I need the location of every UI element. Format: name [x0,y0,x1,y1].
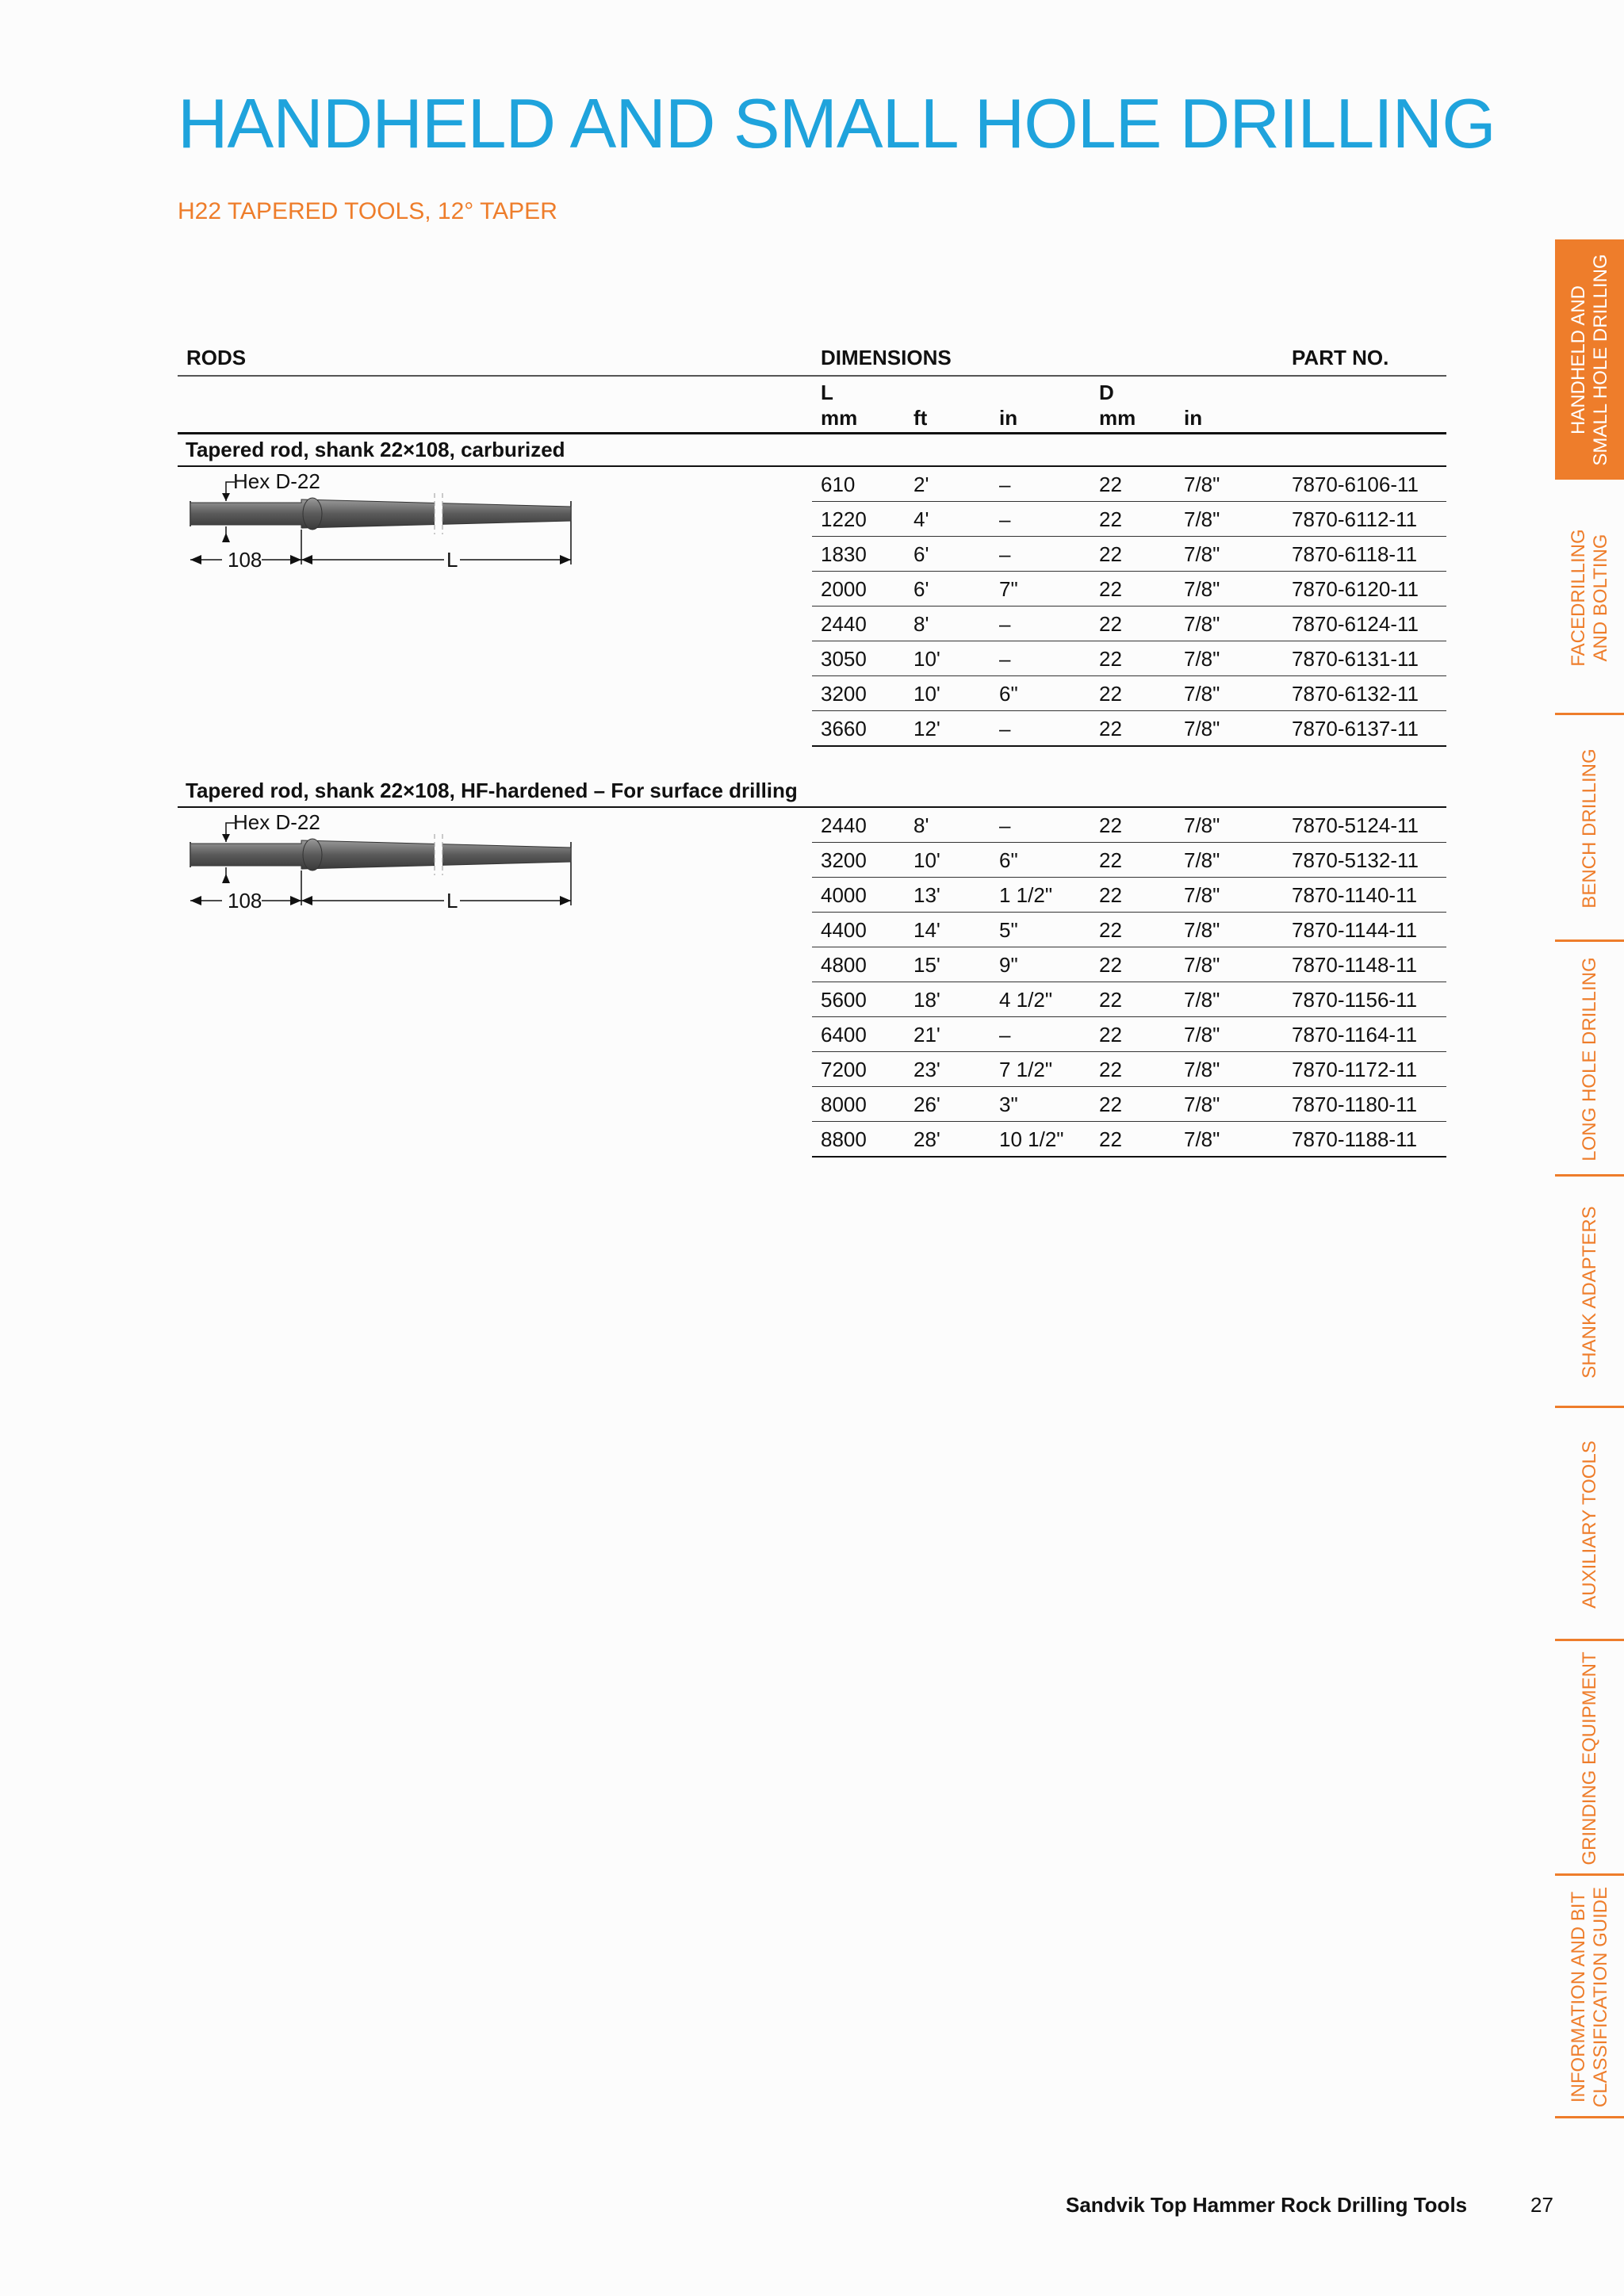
sidebar-tab-label [1568,254,1612,465]
diameter-mm-cell: 22 [1099,612,1122,636]
sidebar-tab-label [1579,1651,1601,1865]
sidebar-tab[interactable] [1555,1177,1624,1408]
table-row [812,572,1446,607]
length-in-cell: 4 1/2" [999,988,1053,1012]
section-title: Tapered rod, shank 22×108, HF-hardened – For surface drilling [186,779,798,802]
length-mm-cell: 1220 [821,507,867,531]
table-row [812,843,1446,878]
sidebar-tab[interactable] [1555,480,1624,715]
part-number-cell: 7870-6137-11 [1292,717,1419,740]
sidebar-tab[interactable] [1555,715,1624,942]
subheader-divider [178,432,1446,434]
length-in-cell: 3" [999,1093,1018,1116]
table-row [812,947,1446,982]
section-title: Tapered rod, shank 22×108, carburized [186,438,565,461]
diameter-mm-cell: 22 [1099,577,1122,601]
page-title: HANDHELD AND SMALL HOLE DRILLING [178,84,1496,163]
part-number-cell: 7870-1180-11 [1292,1093,1418,1116]
diameter-in-cell: 7/8" [1184,988,1220,1012]
length-in-cell: 10 1/2" [999,1127,1064,1151]
sidebar-tab-label [1579,748,1601,908]
diameter-in-cell: 7/8" [1184,682,1220,706]
footer-publication: Sandvik Top Hammer Rock Drilling Tools [1066,2193,1468,2217]
length-mm-cell: 4400 [821,918,867,942]
length-mm-cell: 5600 [821,988,867,1012]
length-ft-cell: 8' [914,813,929,837]
length-ft-cell: 10' [914,848,940,872]
length-ft-cell: 14' [914,918,940,942]
diameter-mm-cell: 22 [1099,682,1122,706]
sidebar-tab[interactable] [1555,239,1624,480]
length-ft-cell: 26' [914,1093,940,1116]
diameter-in-cell: 7/8" [1184,1058,1220,1081]
diameter-header: D [1099,381,1114,404]
part-number-cell: 7870-5132-11 [1292,848,1419,872]
diameter-in-cell: 7/8" [1184,918,1220,942]
diameter-mm-cell: 22 [1099,988,1122,1012]
sidebar-tab-label [1579,957,1601,1161]
length-ft-cell: 6' [914,577,929,601]
length-ft-cell: 4' [914,507,929,531]
table-row [812,878,1446,913]
diameter-in-cell: 7/8" [1184,717,1220,740]
length-ft-cell: 23' [914,1058,940,1081]
rods-table-hf-hardened [812,808,1446,1158]
table-row [812,1122,1446,1158]
ft-header: ft [914,406,928,430]
header-divider [178,375,1446,377]
diameter-in-cell: 7/8" [1184,1127,1220,1151]
length-in-cell: – [999,542,1011,566]
table-row [812,711,1446,747]
table-row [812,641,1446,676]
part-no-header: PART NO. [1292,346,1389,369]
length-ft-cell: 8' [914,612,929,636]
table-row [812,913,1446,947]
length-in-cell: 1 1/2" [999,883,1053,907]
part-number-cell: 7870-6124-11 [1292,612,1419,636]
length-label: L [446,548,458,572]
diameter-in-cell: 7/8" [1184,883,1220,907]
dimensions-header: DIMENSIONS [821,346,952,369]
part-number-cell: 7870-1148-11 [1292,953,1418,977]
sidebar-tab-label-line: BENCH DRILLING [1578,748,1600,909]
length-in-cell: – [999,647,1011,671]
d-mm-header: mm [1099,406,1136,430]
diameter-mm-cell: 22 [1099,473,1122,496]
diameter-mm-cell: 22 [1099,1058,1122,1081]
sidebar-tab-label [1568,1887,1612,2107]
length-ft-cell: 28' [914,1127,940,1151]
length-ft-cell: 18' [914,988,940,1012]
part-number-cell: 7870-1140-11 [1292,883,1418,907]
sidebar-tab-label-line: CLASSIFICATION GUIDE [1589,1886,1611,2108]
length-mm-cell: 2440 [821,813,867,837]
sidebar-tab-label-line: HANDHELD AND [1567,285,1589,434]
table-row [812,1087,1446,1122]
length-mm-cell: 3050 [821,647,867,671]
diameter-in-cell: 7/8" [1184,647,1220,671]
hex-label: Hex D-22 [233,810,320,834]
diameter-in-cell: 7/8" [1184,1023,1220,1047]
sidebar-tab-label-line: INFORMATION AND BIT [1567,1891,1589,2103]
diameter-mm-cell: 22 [1099,1127,1122,1151]
part-number-cell: 7870-6112-11 [1292,507,1418,531]
sidebar-tab-label-line: AUXILIARY TOOLS [1578,1441,1600,1609]
sidebar-tab-divider [1555,2116,1624,2118]
sidebar-tab-label [1579,1206,1601,1378]
diameter-in-cell: 7/8" [1184,848,1220,872]
length-ft-cell: 2' [914,473,929,496]
hex-label: Hex D-22 [233,469,320,493]
part-number-cell: 7870-1156-11 [1292,988,1418,1012]
in-header: in [999,406,1018,430]
diameter-mm-cell: 22 [1099,542,1122,566]
sidebar-tab-label-line: SHANK ADAPTERS [1578,1206,1600,1379]
sidebar-tab[interactable] [1555,942,1624,1177]
table-row [812,467,1446,502]
length-mm-cell: 610 [821,473,856,496]
rods-table-carburized [812,467,1446,747]
diameter-in-cell: 7/8" [1184,473,1220,496]
shank-length-label: 108 [228,889,262,913]
length-in-cell: 6" [999,682,1018,706]
length-mm-cell: 3660 [821,717,867,740]
diameter-mm-cell: 22 [1099,813,1122,837]
length-in-cell: 9" [999,953,1018,977]
length-header: L [821,381,833,404]
length-in-cell: 7" [999,577,1018,601]
diameter-in-cell: 7/8" [1184,813,1220,837]
diameter-mm-cell: 22 [1099,507,1122,531]
length-ft-cell: 12' [914,717,940,740]
length-in-cell: – [999,612,1011,636]
mm-header: mm [821,406,858,430]
sidebar-tab-label-line: SMALL HOLE DRILLING [1589,253,1611,466]
sidebar-tab[interactable] [1555,1408,1624,1641]
length-mm-cell: 1830 [821,542,867,566]
rod-diagram [182,469,626,580]
diameter-mm-cell: 22 [1099,883,1122,907]
length-ft-cell: 13' [914,883,940,907]
sidebar-tab[interactable] [1555,1641,1624,1876]
table-row [812,1052,1446,1087]
length-ft-cell: 10' [914,682,940,706]
part-number-cell: 7870-1144-11 [1292,918,1418,942]
table-row [812,537,1446,572]
diameter-mm-cell: 22 [1099,848,1122,872]
length-ft-cell: 15' [914,953,940,977]
length-mm-cell: 4800 [821,953,867,977]
length-ft-cell: 21' [914,1023,940,1047]
sidebar-tab-label-line: FACEDRILLING [1567,528,1589,667]
part-number-cell: 7870-1164-11 [1292,1023,1418,1047]
length-mm-cell: 8000 [821,1093,867,1116]
diameter-mm-cell: 22 [1099,1093,1122,1116]
part-number-cell: 7870-1172-11 [1292,1058,1418,1081]
length-in-cell: – [999,473,1011,496]
page-number: 27 [1530,2193,1553,2217]
part-number-cell: 7870-1188-11 [1292,1127,1418,1151]
part-number-cell: 7870-6118-11 [1292,542,1418,566]
table-row [812,676,1446,711]
length-ft-cell: 6' [914,542,929,566]
sidebar-tab-label [1568,529,1612,666]
diameter-in-cell: 7/8" [1184,1093,1220,1116]
diameter-mm-cell: 22 [1099,918,1122,942]
length-mm-cell: 2000 [821,577,867,601]
sidebar-tab-label-line: LONG HOLE DRILLING [1578,957,1600,1161]
sidebar-tab-label [1579,1441,1601,1609]
length-mm-cell: 7200 [821,1058,867,1081]
length-mm-cell: 8800 [821,1127,867,1151]
table-row [812,607,1446,641]
table-row [812,502,1446,537]
diameter-mm-cell: 22 [1099,647,1122,671]
diameter-in-cell: 7/8" [1184,953,1220,977]
part-number-cell: 7870-5124-11 [1292,813,1419,837]
diameter-in-cell: 7/8" [1184,577,1220,601]
part-number-cell: 7870-6120-11 [1292,577,1419,601]
length-mm-cell: 4000 [821,883,867,907]
length-label: L [446,889,458,913]
length-in-cell: – [999,717,1011,740]
length-in-cell: – [999,507,1011,531]
diameter-in-cell: 7/8" [1184,507,1220,531]
table-row [812,982,1446,1017]
sidebar-tab-label-line: GRINDING EQUIPMENT [1578,1651,1600,1866]
length-in-cell: – [999,813,1011,837]
sidebar-tab[interactable] [1555,1876,1624,2118]
diameter-in-cell: 7/8" [1184,612,1220,636]
length-mm-cell: 6400 [821,1023,867,1047]
length-ft-cell: 10' [914,647,940,671]
table-row [812,808,1446,843]
page-subtitle: H22 TAPERED TOOLS, 12° TAPER [178,198,557,224]
shank-length-label: 108 [228,548,262,572]
length-in-cell: – [999,1023,1011,1047]
length-in-cell: 6" [999,848,1018,872]
table-row [812,1017,1446,1052]
length-mm-cell: 2440 [821,612,867,636]
diameter-mm-cell: 22 [1099,1023,1122,1047]
rod-diagram [182,810,626,921]
length-in-cell: 5" [999,918,1018,942]
rods-header: RODS [186,346,247,369]
part-number-cell: 7870-6132-11 [1292,682,1419,706]
part-number-cell: 7870-6106-11 [1292,473,1419,496]
sidebar-tab-label-line: AND BOLTING [1589,534,1611,661]
length-in-cell: 7 1/2" [999,1058,1053,1081]
length-mm-cell: 3200 [821,682,867,706]
length-mm-cell: 3200 [821,848,867,872]
diameter-mm-cell: 22 [1099,953,1122,977]
diameter-mm-cell: 22 [1099,717,1122,740]
part-number-cell: 7870-6131-11 [1292,647,1419,671]
diameter-in-cell: 7/8" [1184,542,1220,566]
d-in-header: in [1184,406,1203,430]
